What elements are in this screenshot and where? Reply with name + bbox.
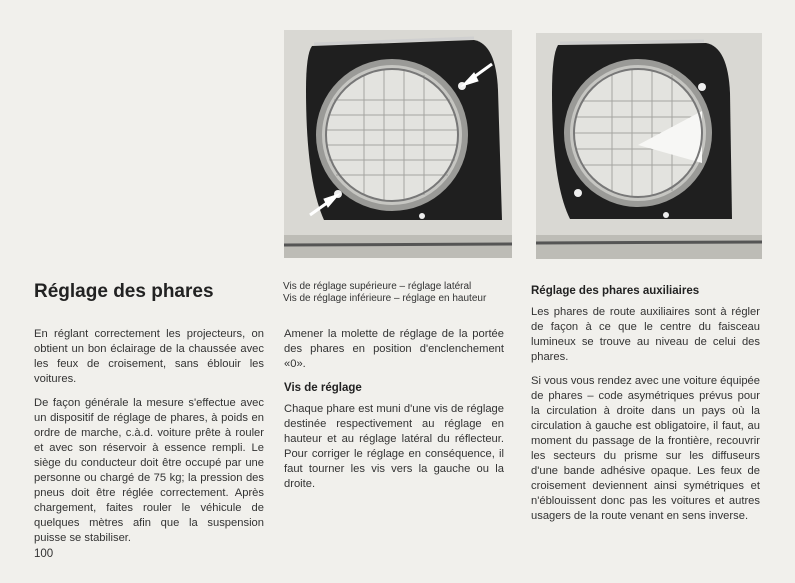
page-number: 100 <box>34 548 54 560</box>
caption-line: Vis de réglage supérieure – réglage latéral <box>283 281 472 292</box>
section-heading: Réglage des phares auxiliaires <box>531 285 700 297</box>
caption-line: Vis de réglage inférieure – réglage en hauteur <box>283 293 487 304</box>
photo-caption <box>283 281 513 305</box>
paragraph: En réglant correctement les projecteurs, on obtient un bon éclairage de la chaussée avec les feux de croisement, sans éblouir les voitures. <box>34 328 264 385</box>
column-intro <box>34 327 264 555</box>
column-adjustment <box>284 327 504 501</box>
paragraph: De façon générale la mesure s'effectue avec un dispositif de réglage de phares, à poids en ordre de marche, c.à.d. voiture prête à rouler et avec son réservoir à essence rempli. Le siège du conducteur doit être occupé par une personne ou chargé de 75 kg; la pression des pneus doit être réglée correctement. Après chargement, faites rouler le véhicule de quelques mètres afin que la suspension puisse se stabiliser. <box>34 397 264 544</box>
section-heading: Vis de réglage <box>284 382 362 394</box>
page-title: Réglage des phares <box>34 281 214 302</box>
paragraph: Amener la molette de réglage de la portée des phares en position d'enclenchement «0». <box>284 328 504 370</box>
headlight-photo-prism <box>536 33 762 259</box>
paragraph: Chaque phare est muni d'une vis de réglage destinée respectivement au réglage en hauteur et au réglage latéral du réflecteur. Pour corriger le réglage en conséquence, il faut tourner les vis vers la gauche ou la droite. <box>284 403 504 490</box>
paragraph: Les phares de route auxiliaires sont à régler de façon à ce que le centre du faisceau lumineux se trouve au niveau de celui des phares. <box>531 306 760 363</box>
column-auxiliary <box>531 305 760 533</box>
headlight-photo-screws <box>284 30 512 258</box>
paragraph: Si vous vous rendez avec une voiture équipée de phares – code asymétriques prévus pour la circulation à droite dans un pays où la circulation à gauche est obligatoire, il faut, au moment du passage de la frontière, recouvrir les secteurs du prisme sur les diffuseurs d'une bande adhésive opaque. Les feux de croisement deviennent ainsi symétriques et n'éblouissent donc pas les voitures et autres usagers de la route venant en sens inverse. <box>531 375 760 522</box>
